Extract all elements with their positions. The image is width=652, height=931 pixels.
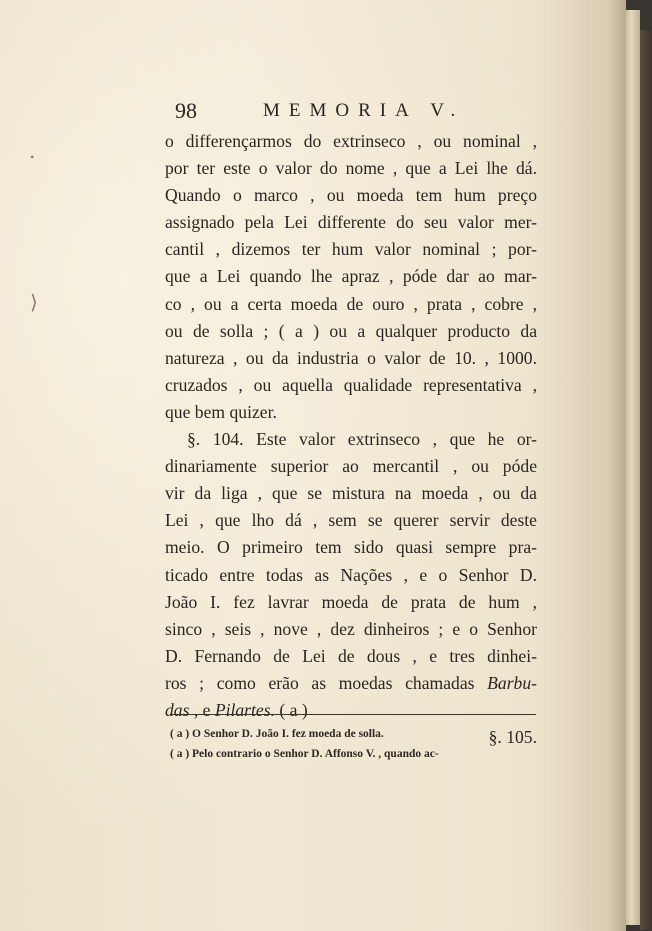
- margin-dot: •: [30, 150, 35, 164]
- italic-word: das: [165, 699, 190, 720]
- italic-word: Barbu-: [487, 672, 537, 693]
- paragraph-start-104: §. 104. Este valor extrinseco , que he or-: [187, 429, 537, 450]
- text-line: ticado entre todas as Nações , e o Senhor D.: [165, 564, 537, 585]
- text-line: assignado pela Lei differente do seu valor mer-: [165, 212, 537, 233]
- footnote: ( a ) O Senhor D. João I. fez moeda de solla.: [170, 728, 384, 740]
- separator-text: , e: [189, 699, 215, 720]
- text-line: [165, 670, 537, 697]
- body-text: [165, 128, 537, 751]
- text-line: sinco , seis , nove , dez dinheiros ; e o Senhor: [165, 618, 537, 639]
- text-line: meio. O primeiro tem sido quasi sempre pra-: [165, 537, 537, 558]
- text-line: João I. fez lavrar moeda de prata de hum ,: [165, 591, 537, 612]
- footnote-rule: [170, 714, 536, 715]
- text-line: cruzados , ou aquella qualidade representativa ,: [165, 374, 537, 395]
- text-line: o differençarmos do extrinseco , ou nominal ,: [165, 131, 537, 151]
- text-line: D. Fernando de Lei de dous , e tres dinhei-: [165, 645, 537, 666]
- text-line: Lei , que lho dá , sem se querer servir deste: [165, 510, 537, 531]
- italic-word: Pilartes.: [214, 699, 275, 720]
- text-line: por ter este o valor do nome , que a Lei lhe dá.: [165, 158, 537, 179]
- catchword: §. 105.: [488, 727, 537, 748]
- page-number: 98: [175, 98, 197, 123]
- text-line: cantil , dizemos ter hum valor nominal ; por-: [165, 239, 537, 260]
- text-line: que a Lei quando lhe apraz , póde dar ao mar-: [165, 266, 537, 287]
- footnotes: [170, 724, 536, 764]
- text-line: Quando o marco , ou moeda tem hum preço: [165, 185, 537, 206]
- margin-mark: ⟩: [30, 292, 38, 314]
- page-edge: [626, 10, 640, 925]
- text-line: [165, 697, 537, 724]
- text-line: vir da liga , que se mistura na moeda , ou da: [165, 483, 537, 504]
- book-cover-edge: [640, 30, 652, 930]
- text-line: natureza , ou da industria o valor de 10. , 1000.: [165, 347, 537, 368]
- footnote: ( a ) Pelo contrario o Senhor D. Affonso V. , quando ac-: [170, 748, 439, 760]
- text-line-content: ros ; como erão as moedas chamadas: [165, 672, 475, 693]
- page-header: [175, 98, 535, 128]
- text-line: que bem quizer.: [165, 401, 277, 422]
- footnote-ref: ( a ): [274, 699, 308, 720]
- text-line: dinariamente superior ao mercantil , ou póde: [165, 456, 537, 477]
- text-line: ou de solla ; ( a ) ou a qualquer producto da: [165, 320, 537, 341]
- running-head: MEMORIA V.: [263, 100, 465, 121]
- text-line: co , ou a certa moeda de ouro , prata , cobre ,: [165, 293, 537, 314]
